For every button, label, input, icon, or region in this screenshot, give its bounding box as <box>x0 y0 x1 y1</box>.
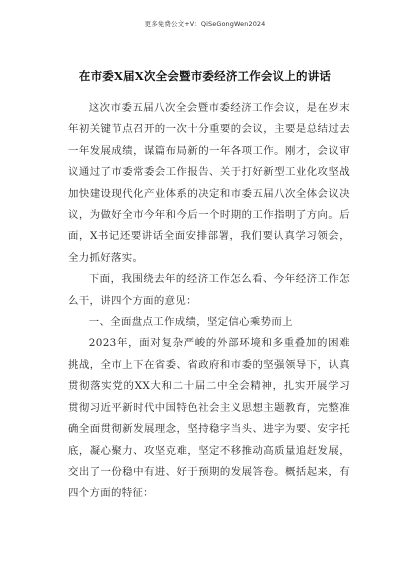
paragraph-2023-summary: 2023年，面对复杂严峻的外部环境和多重叠加的困难挑战，全市上下在省委、省政府和市委的坚强领导下，认真贯彻落实党的XX大和二十届二中全会精神，扎实开展学习贯彻习近平新时代中国特色社会主义思想主题教育，完整准确全面贯彻新发展理念，坚持稳字当头、进字为要、安字托底，凝心聚力、攻坚克难，坚定不移推动高质量追赶发展，交出了一份稳中有进、好于预期的发展答卷。概括起来，有四个方面的特征： <box>68 337 350 500</box>
paragraph-outline: 下面，我围绕去年的经济工作怎么看、今年经济工作怎么干，讲四个方面的意见： <box>68 273 350 307</box>
header-note: 更多免费公文+V：QiSeGongWen2024 <box>144 20 266 28</box>
document-body <box>68 98 350 505</box>
document-title: 在市委X届X次全会暨市委经济工作会议上的讲话 <box>78 69 332 83</box>
section-heading-1: 一、全面盘点工作成绩，坚定信心乘势而上 <box>88 316 293 329</box>
paragraph-intro: 这次市委五届八次全会暨市委经济工作会议，是在岁末年初关键节点召开的一次十分重要的会议，主要是总结过去一年发展成绩，谋篇布局新的一年各项工作。刚才，会议审议通过了市委常委会工作报告、关于打好新型工业化攻坚战加快建设现代化产业体系的决定和市委五届八次全体会议决议，为做好全市今年和今后一个时期的工作指明了方向。后面，X书记还要讲话全面安排部署，我们要认真学习领会，全力抓好落实。 <box>68 102 350 264</box>
